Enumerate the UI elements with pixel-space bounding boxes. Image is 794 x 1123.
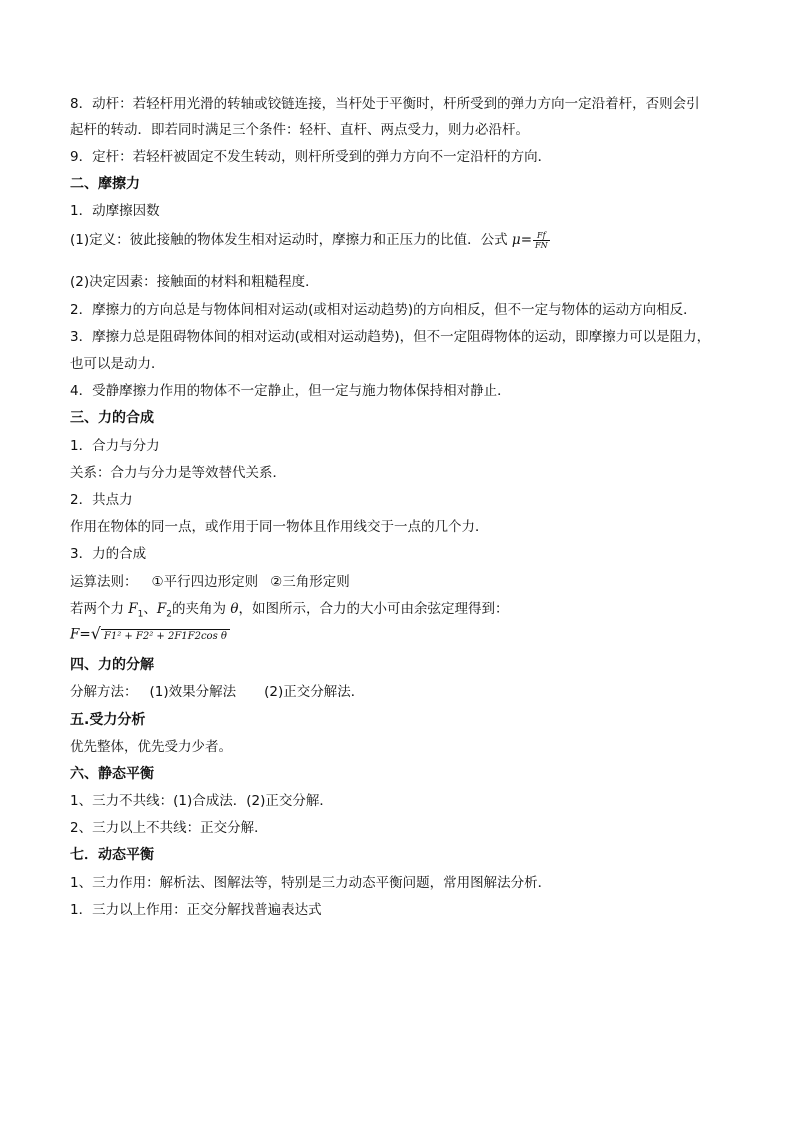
resolution-methods-label: 分解方法： — [70, 684, 138, 700]
fraction-numerator: Ff — [533, 231, 550, 241]
section-resolution-heading: 四、力的分解 — [70, 657, 154, 673]
section-friction-heading: 二、摩擦力 — [70, 176, 140, 192]
concurrent-forces-title: 2．共点力 — [70, 492, 133, 508]
intro-text-1: 若两个力 — [70, 601, 129, 617]
dynamic-equilibrium-rule-2: 1．三力以上作用：正交分解找普遍表达式 — [70, 902, 322, 918]
section-force-analysis-heading: 五.受力分析 — [70, 712, 146, 728]
friction-determining-factors: (2)决定因素：接触面的材料和粗糙程度． — [70, 274, 319, 290]
orthogonal-resolution: (2)正交分解法． — [264, 684, 365, 700]
section-composition-heading: 三、力的合成 — [70, 410, 154, 426]
cosine-law-intro — [70, 599, 508, 625]
parallelogram-rule: ①平行四边形定则 — [151, 574, 259, 590]
resultant-force-formula — [70, 624, 230, 645]
theta-symbol: θ — [230, 601, 239, 617]
friction-definition-text: (1)定义：彼此接触的物体发生相对运动时，摩擦力和正压力的比值．公式 — [70, 232, 512, 248]
force-separator: 、 — [143, 601, 157, 617]
intro-text-2: 的夹角为 — [172, 601, 231, 617]
friction-formula-fraction — [533, 231, 550, 250]
rule-moving-rod: 8．动杆：若轻杆用光滑的转轴或铰链连接，当杆处于平衡时，杆所受到的弹力方向一定沿着杆，否则会引 — [70, 96, 700, 112]
rule-fixed-rod: 9．定杆：若轻杆被固定不发生转动，则杆所受到的弹力方向不一定沿杆的方向． — [70, 149, 552, 165]
resultant-component-relation: 关系：合力与分力是等效替代关系． — [70, 465, 286, 481]
intro-text-3: ，如图所示，合力的大小可由余弦定理得到： — [238, 601, 509, 617]
force-f1-symbol: F — [128, 601, 138, 617]
static-friction-rule: 4．受静摩擦力作用的物体不一定静止，但一定与施力物体保持相对静止． — [70, 383, 511, 399]
friction-direction-rule: 2．摩擦力的方向总是与物体间相对运动(或相对运动趋势)的方向相反，但不一定与物体的运动方向相反． — [70, 302, 697, 318]
mu-symbol: μ= — [511, 232, 533, 248]
force-f2-symbol: F — [156, 601, 167, 617]
force-analysis-rule: 优先整体，优先受力少者。 — [70, 739, 232, 755]
resultant-lhs: F= — [70, 626, 91, 643]
resultant-component-title: 1．合力与分力 — [70, 438, 160, 454]
static-equilibrium-rule-1: 1、三力不共线：(1)合成法．(2)正交分解． — [70, 793, 333, 809]
static-equilibrium-rule-2: 2、三力以上不共线：正交分解． — [70, 820, 268, 836]
composition-rules — [70, 572, 350, 592]
friction-definition — [70, 230, 550, 250]
section-dynamic-equilibrium-heading: 七．动态平衡 — [70, 847, 154, 863]
triangle-rule: ②三角形定则 — [270, 574, 350, 590]
force-f2-subscript: 2 — [166, 609, 173, 620]
force-composition-title: 3．力的合成 — [70, 546, 147, 562]
dynamic-equilibrium-rule-1: 1、三力作用：解析法、图解法等，特别是三力动态平衡问题，常用图解法分析． — [70, 875, 552, 891]
concurrent-forces-definition: 作用在物体的同一点，或作用于同一物体且作用线交于一点的几个力． — [70, 519, 489, 535]
composition-rules-label: 运算法则： — [70, 574, 138, 590]
rule-moving-rod-cont: 起杆的转动．即若同时满足三个条件：轻杆、直杆、两点受力，则力必沿杆。 — [70, 122, 529, 138]
fraction-denominator: FN — [535, 240, 548, 250]
radical-sign: √ — [90, 624, 101, 643]
section-static-equilibrium-heading: 六、静态平衡 — [70, 766, 154, 782]
radicand: F1² + F2² + 2F1F2cos θ — [101, 629, 230, 644]
force-f1-subscript: 1 — [137, 609, 144, 620]
kinetic-friction-coef-title: 1．动摩擦因数 — [70, 203, 160, 219]
sqrt-expression — [91, 624, 230, 645]
friction-hinders-rule-cont: 也可以是动力． — [70, 356, 165, 372]
effect-resolution: (1)效果分解法 — [149, 684, 237, 700]
friction-hinders-rule: 3．摩擦力总是阻碍物体间的相对运动(或相对运动趋势)，但不一定阻碍物体的运动，即摩擦力可以是阻力， — [70, 329, 711, 345]
resolution-methods — [70, 682, 364, 702]
